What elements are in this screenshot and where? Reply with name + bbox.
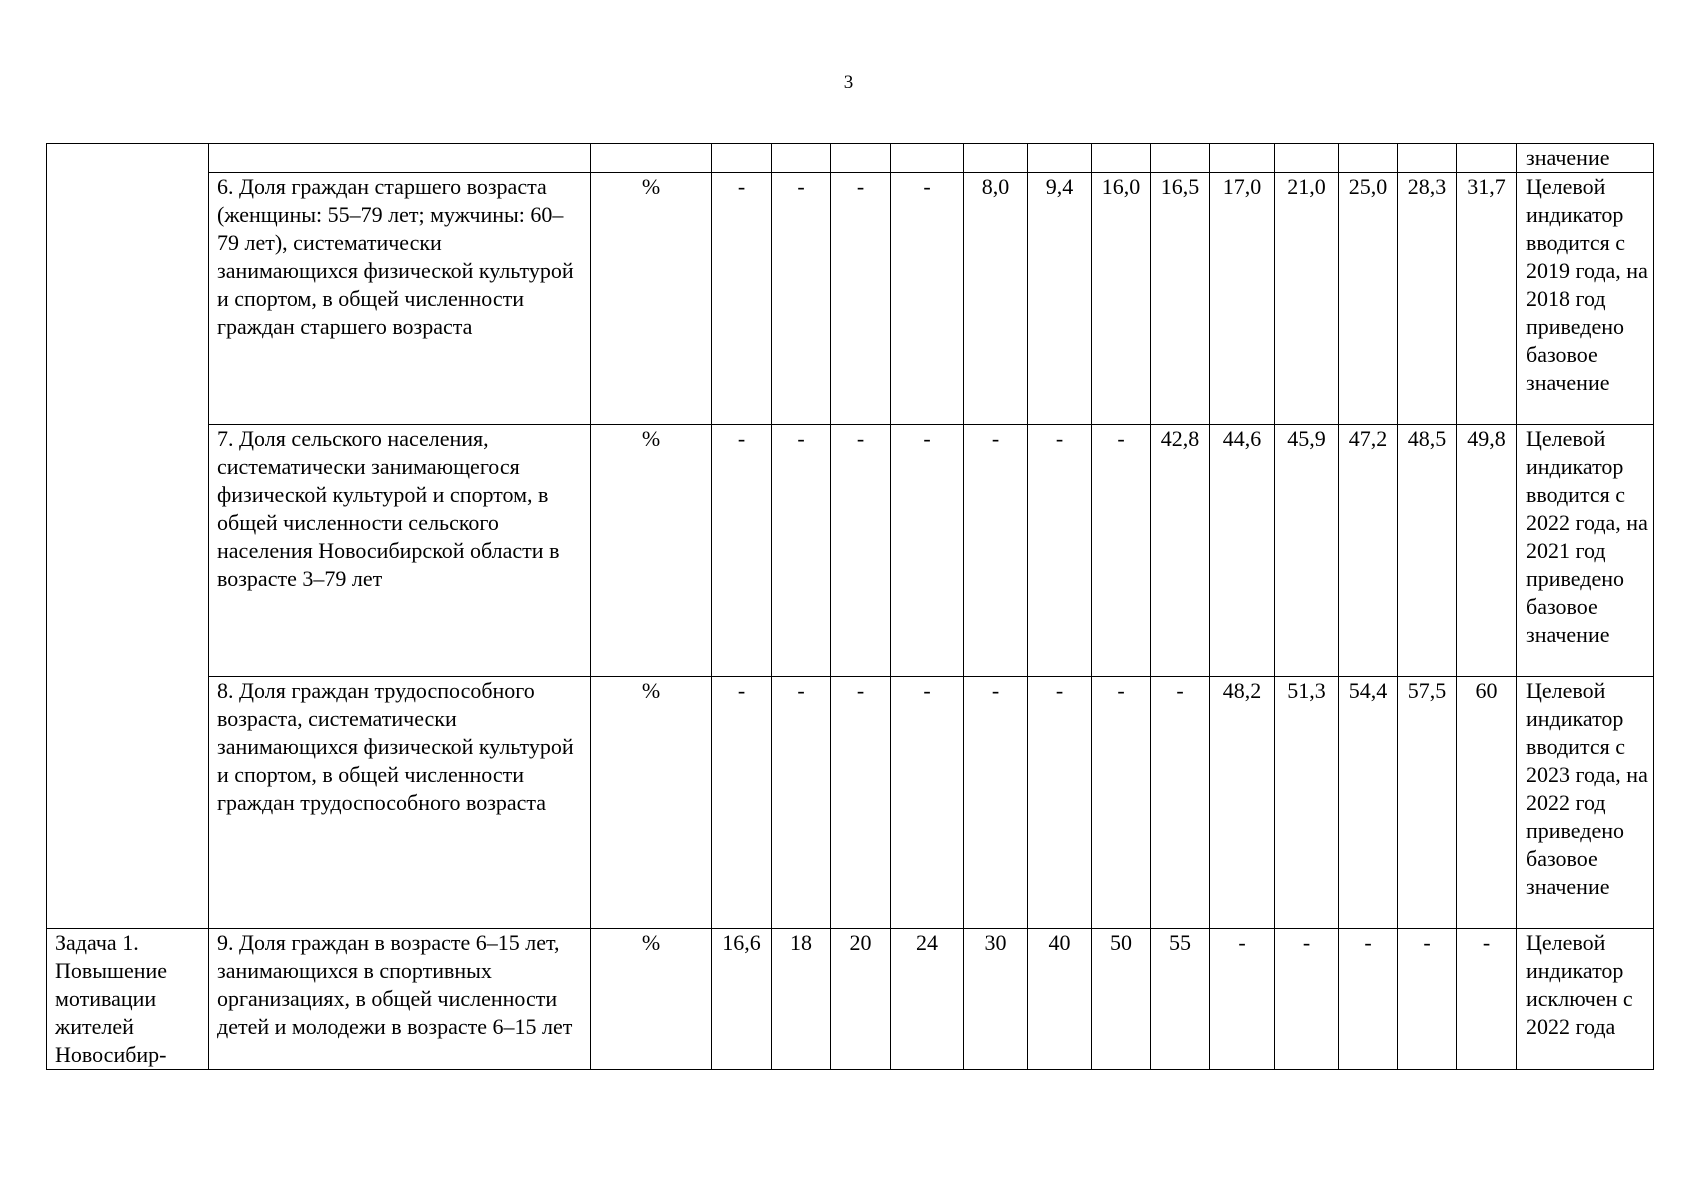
note-cell: Целевой индикатор вводится с 2019 года, на 2018 год приведено базовое значение	[1517, 173, 1654, 425]
value-cell: -	[1092, 677, 1151, 929]
value-cell: 30	[964, 929, 1028, 1070]
value-cell	[772, 144, 831, 173]
unit-cell: %	[591, 173, 712, 425]
value-cell: -	[831, 425, 891, 677]
value-cell: 55	[1151, 929, 1210, 1070]
note-cell: Целевой индикатор вводится с 2023 года, на 2022 год приведено базовое значение	[1517, 677, 1654, 929]
value-cell	[1092, 144, 1151, 173]
value-cell: 40	[1028, 929, 1092, 1070]
value-cell: -	[712, 677, 772, 929]
value-cell: -	[1210, 929, 1275, 1070]
value-cell: -	[712, 425, 772, 677]
value-cell: -	[1457, 929, 1517, 1070]
value-cell: 57,5	[1398, 677, 1457, 929]
note-cell: значение	[1517, 144, 1654, 173]
indicator-cell: 7. Доля сельского населения, систематически занимающегося физической культурой и спортом, в общей численности сельского населения Новосибирской области в возрасте 3–79 лет	[209, 425, 591, 677]
table-row	[47, 173, 1654, 425]
value-cell: -	[1028, 677, 1092, 929]
value-cell: -	[772, 425, 831, 677]
indicators-table	[46, 143, 1654, 1070]
value-cell: 20	[831, 929, 891, 1070]
note-cell: Целевой индикатор исключен с 2022 года	[1517, 929, 1654, 1070]
value-cell: 16,5	[1151, 173, 1210, 425]
value-cell	[1398, 144, 1457, 173]
value-cell: 25,0	[1339, 173, 1398, 425]
value-cell	[831, 144, 891, 173]
value-cell: 48,2	[1210, 677, 1275, 929]
value-cell: -	[891, 173, 964, 425]
unit-cell: %	[591, 929, 712, 1070]
value-cell: -	[1028, 425, 1092, 677]
indicator-cell	[209, 144, 591, 173]
note-cell: Целевой индикатор вводится с 2022 года, на 2021 год приведено базовое значение	[1517, 425, 1654, 677]
unit-cell: %	[591, 677, 712, 929]
value-cell: -	[712, 173, 772, 425]
value-cell: 21,0	[1275, 173, 1339, 425]
value-cell	[1028, 144, 1092, 173]
value-cell: 44,6	[1210, 425, 1275, 677]
table-row	[47, 425, 1654, 677]
value-cell: 18	[772, 929, 831, 1070]
value-cell	[1210, 144, 1275, 173]
value-cell: 17,0	[1210, 173, 1275, 425]
value-cell: -	[891, 677, 964, 929]
value-cell: -	[831, 173, 891, 425]
indicator-cell: 6. Доля граждан старшего возраста (женщины: 55–79 лет; мужчины: 60–79 лет), систематически занимающихся физической культурой и спортом, в общей численности граждан старшего возраста	[209, 173, 591, 425]
value-cell: 49,8	[1457, 425, 1517, 677]
indicator-cell: 9. Доля граждан в возрасте 6–15 лет, занимающихся в спортивных организациях, в общей численности детей и молодежи в возрасте 6–15 лет	[209, 929, 591, 1070]
value-cell	[712, 144, 772, 173]
indicator-cell: 8. Доля граждан трудоспособного возраста, систематически занимающихся физической культурой и спортом, в общей численности граждан трудоспособного возраста	[209, 677, 591, 929]
value-cell: -	[1339, 929, 1398, 1070]
value-cell: 9,4	[1028, 173, 1092, 425]
value-cell: 45,9	[1275, 425, 1339, 677]
value-cell: 51,3	[1275, 677, 1339, 929]
table-row	[47, 929, 1654, 1070]
value-cell: -	[964, 677, 1028, 929]
value-cell: 16,6	[712, 929, 772, 1070]
unit-cell: %	[591, 425, 712, 677]
value-cell	[1151, 144, 1210, 173]
value-cell: 47,2	[1339, 425, 1398, 677]
value-cell	[1275, 144, 1339, 173]
unit-cell	[591, 144, 712, 173]
task-cell	[47, 144, 209, 929]
page-number: 3	[843, 72, 854, 93]
value-cell	[1457, 144, 1517, 173]
value-cell	[891, 144, 964, 173]
value-cell: 31,7	[1457, 173, 1517, 425]
value-cell: -	[1398, 929, 1457, 1070]
value-cell: 54,4	[1339, 677, 1398, 929]
task-cell: Задача 1. Повышение мотивации жителей Новосибир-	[47, 929, 209, 1070]
table-row	[47, 144, 1654, 173]
value-cell: 8,0	[964, 173, 1028, 425]
table-row	[47, 677, 1654, 929]
value-cell	[1339, 144, 1398, 173]
value-cell: 60	[1457, 677, 1517, 929]
value-cell: -	[1151, 677, 1210, 929]
value-cell	[964, 144, 1028, 173]
value-cell: 24	[891, 929, 964, 1070]
value-cell: 16,0	[1092, 173, 1151, 425]
value-cell: -	[831, 677, 891, 929]
value-cell: 50	[1092, 929, 1151, 1070]
value-cell: -	[964, 425, 1028, 677]
value-cell: -	[1092, 425, 1151, 677]
value-cell: 42,8	[1151, 425, 1210, 677]
value-cell: -	[772, 173, 831, 425]
value-cell: -	[772, 677, 831, 929]
value-cell: 48,5	[1398, 425, 1457, 677]
value-cell: 28,3	[1398, 173, 1457, 425]
value-cell: -	[1275, 929, 1339, 1070]
value-cell: -	[891, 425, 964, 677]
